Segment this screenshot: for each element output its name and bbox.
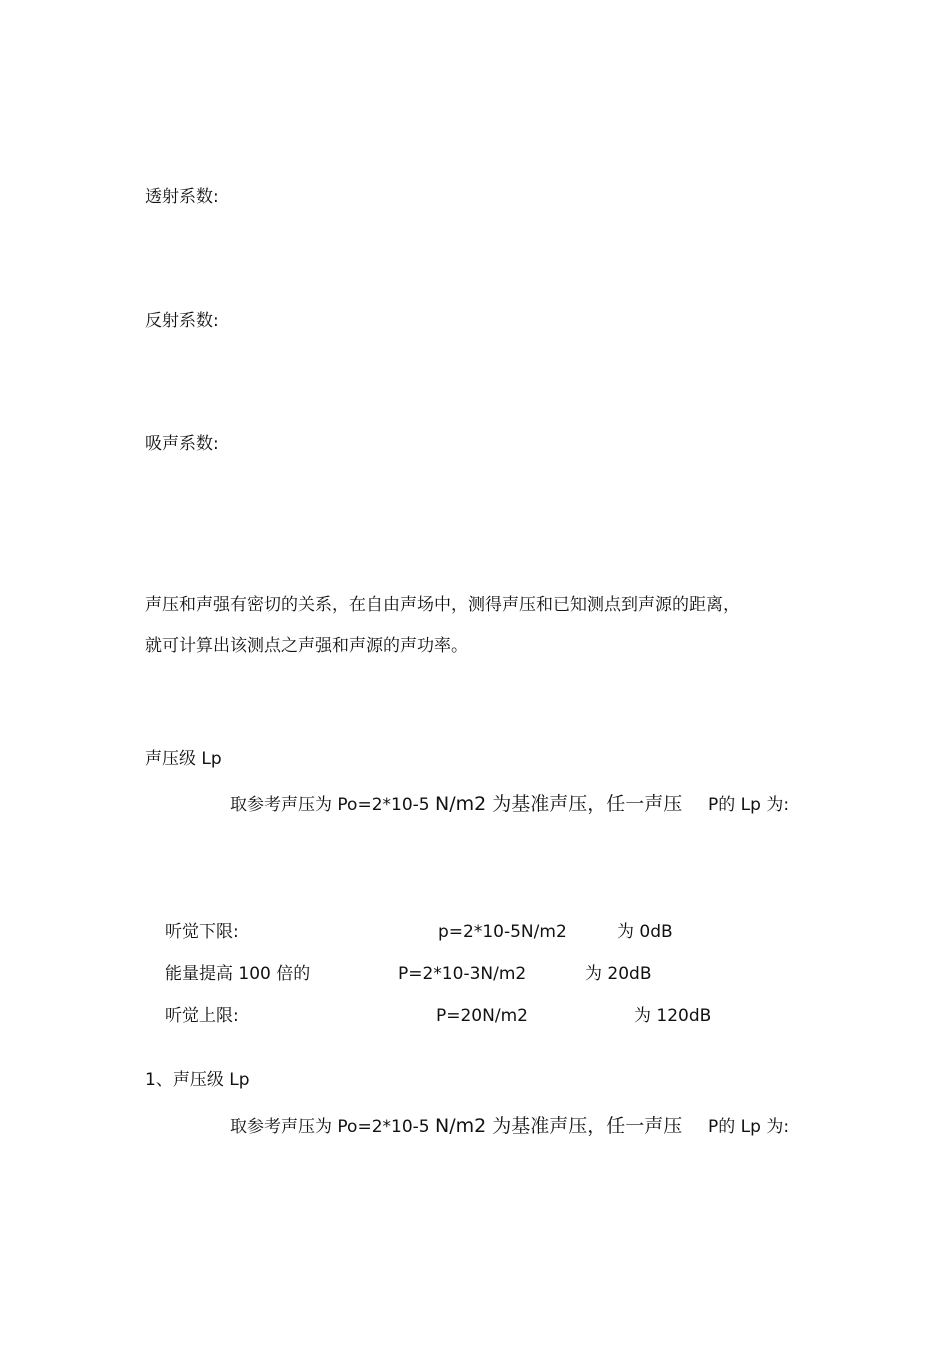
row-label: 听觉上限: — [165, 1006, 239, 1026]
spl-definition-part-3: P的 Lp 为: — [708, 795, 790, 815]
spl-definition-2-part-3: P的 Lp 为: — [708, 1117, 790, 1137]
row-result: 为 0dB — [617, 922, 673, 942]
row-label: 能量提高 100 倍的 — [165, 964, 311, 984]
spl-definition-part-1: 取参考声压为 Po=2*10-5 — [230, 795, 430, 815]
paragraph-line-1: 声压和声强有密切的关系，在自由声场中，测得声压和已知测点到声源的距离， — [145, 595, 740, 615]
spl-definition-2-part-1: 取参考声压为 Po=2*10-5 — [230, 1117, 430, 1137]
row-result: 为 120dB — [634, 1006, 712, 1026]
row-value: P=2*10-3N/m2 — [398, 964, 527, 984]
term-reflection: 反射系数: — [145, 311, 219, 331]
spl-definition-2-part-2: N/m2 为基准声压，任一声压 — [435, 1115, 683, 1137]
row-value: P=20N/m2 — [436, 1006, 528, 1026]
row-label: 听觉下限: — [165, 922, 239, 942]
spl-heading-numbered: 1、声压级 Lp — [145, 1070, 250, 1090]
spl-definition-part-2: N/m2 为基准声压，任一声压 — [435, 793, 683, 815]
paragraph-line-2: 就可计算出该测点之声强和声源的声功率。 — [145, 636, 468, 656]
spl-heading: 声压级 Lp — [145, 749, 222, 769]
row-result: 为 20dB — [585, 964, 652, 984]
row-value: p=2*10-5N/m2 — [438, 922, 567, 942]
term-absorption: 吸声系数: — [145, 434, 219, 454]
term-transmission: 透射系数: — [145, 187, 219, 207]
